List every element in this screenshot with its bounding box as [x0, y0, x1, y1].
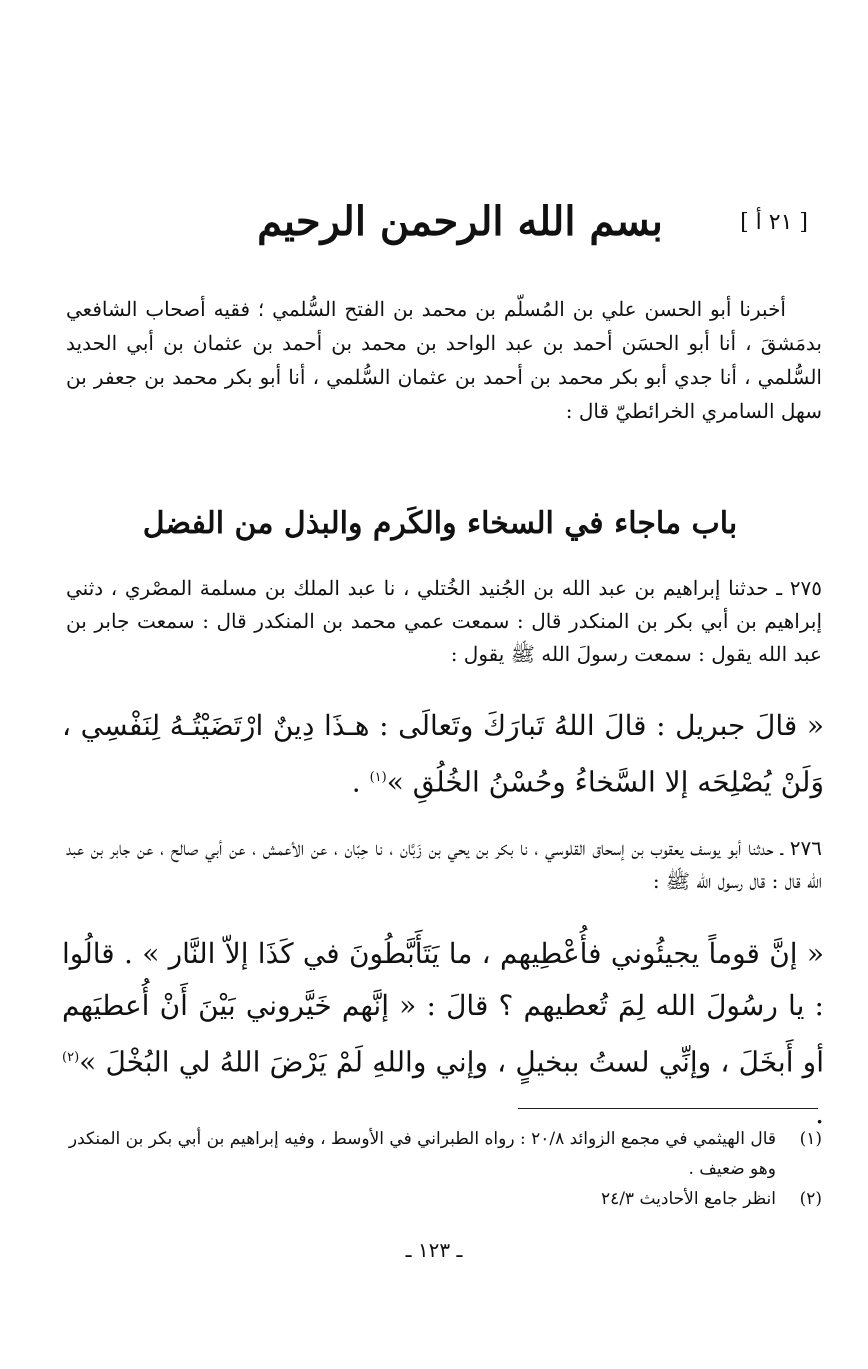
footnote-1 [66, 1124, 822, 1184]
folio-marker: [ ٢١ أ ] [740, 210, 808, 235]
chapter-title: باب ماجاء في السخاء والكَرم والبذل من الفضل [142, 506, 738, 541]
footnote-number: (١) [799, 1129, 822, 1149]
hadith-275-isnad-text: ٢٧٥ ـ حدثنا إبراهيم بن عبد الله بن الجُنيد الخُتلي ، نا عبد الملك بن مسلمة المصْري ، دثني إبراهيم بن أبي بكر بن المنكدر قال : سمعت عمي محمد بن المنكدر قال : سمعت جابر بن عبد الله يقول : سمعت رسولَ الله ﷺ يقول : [66, 576, 822, 666]
hadith-275-matn-paragraph [62, 700, 824, 808]
footnote-number: (٢) [799, 1189, 822, 1209]
footnote-2 [66, 1184, 822, 1214]
intro-paragraph [66, 292, 822, 428]
footnote-ref-2: (٢) [62, 1050, 80, 1065]
hadith-276-end-mark: . [815, 1097, 824, 1131]
hadith-275-matn-text: « قالَ جبريل : قالَ اللهُ تَبارَكَ وتَعالَى : هـذَا دِينٌ ارْتَضَيْتُـهُ لِنَفْسِي ، وَلَنْ يُصْلِحَه إلا السَّخاءُ وحُسْنُ الخُلُقِ » [62, 709, 824, 799]
hadith-276-isnad [66, 832, 822, 898]
hadith-275-end-mark: . [351, 765, 361, 799]
hadith-275-isnad [66, 572, 822, 671]
footnotes [66, 1124, 822, 1214]
basmala-heading: بسم الله الرحمن الرحيم [257, 198, 663, 245]
hadith-276-isnad-text: ٢٧٦ ـ حدثنا أبو يوسف يعقوب بن إسحاق القلوسي ، نا بكر بن يحي بن زَبَّان ، نا حِبّان ، عن الأعمش ، عن أبي صالح ، عن جابر بن عبد الله قال : قال رسول الله ﷺ : [66, 836, 822, 893]
page-number: ـ ١٢٣ ـ [405, 1238, 463, 1262]
page-header [60, 198, 820, 268]
footnote-ref-1: (١) [369, 770, 387, 785]
hadith-275-matn [62, 700, 824, 808]
footnote-divider [518, 1108, 818, 1109]
footnote-text: قال الهيثمي في مجمع الزوائد ٢٠/٨ : رواه الطبراني في الأوسط ، وفيه إبراهيم بن أبي بكر بن المنكدر وهو ضعيف . [68, 1129, 776, 1179]
hadith-276-matn-text: « إنَّ قوماً يجيئُوني فأُعْطِيهم ، ما يَتَأَبَّطُونَ في كَذَا إلاّ النَّار » . قالُوا : يا رسُولَ الله لِمَ تُعطيهم ؟ قالَ : « إنَّهم خَيَّروني بَيْنَ أَنْ أُعطيَهم أو أَبخَلَ ، وإنِّي لستُ ببخيلٍ ، وإني واللهِ لَمْ يَرْضَ اللهُ لي البُخْلَ » [62, 937, 824, 1079]
intro-text: أخبرنا أبو الحسن علي بن المُسلّم بن محمد بن الفتح السُّلمي ؛ فقيه أصحاب الشافعي بدمَشقَ ، أنا أبو الحسَن أحمد بن عبد الواحد بن محمد بن أحمد بن عثمان بن أبي الحديد السُّلمي ، أنا جدي أبو بكر محمد بن أحمد بن عثمان السُّلمي ، أنا أبو بكر محمد بن جعفر بن سهل السامري الخرائطيّ قال : [66, 297, 822, 423]
footnote-text: انظر جامع الأحاديث ٢٤/٣ [600, 1189, 776, 1209]
